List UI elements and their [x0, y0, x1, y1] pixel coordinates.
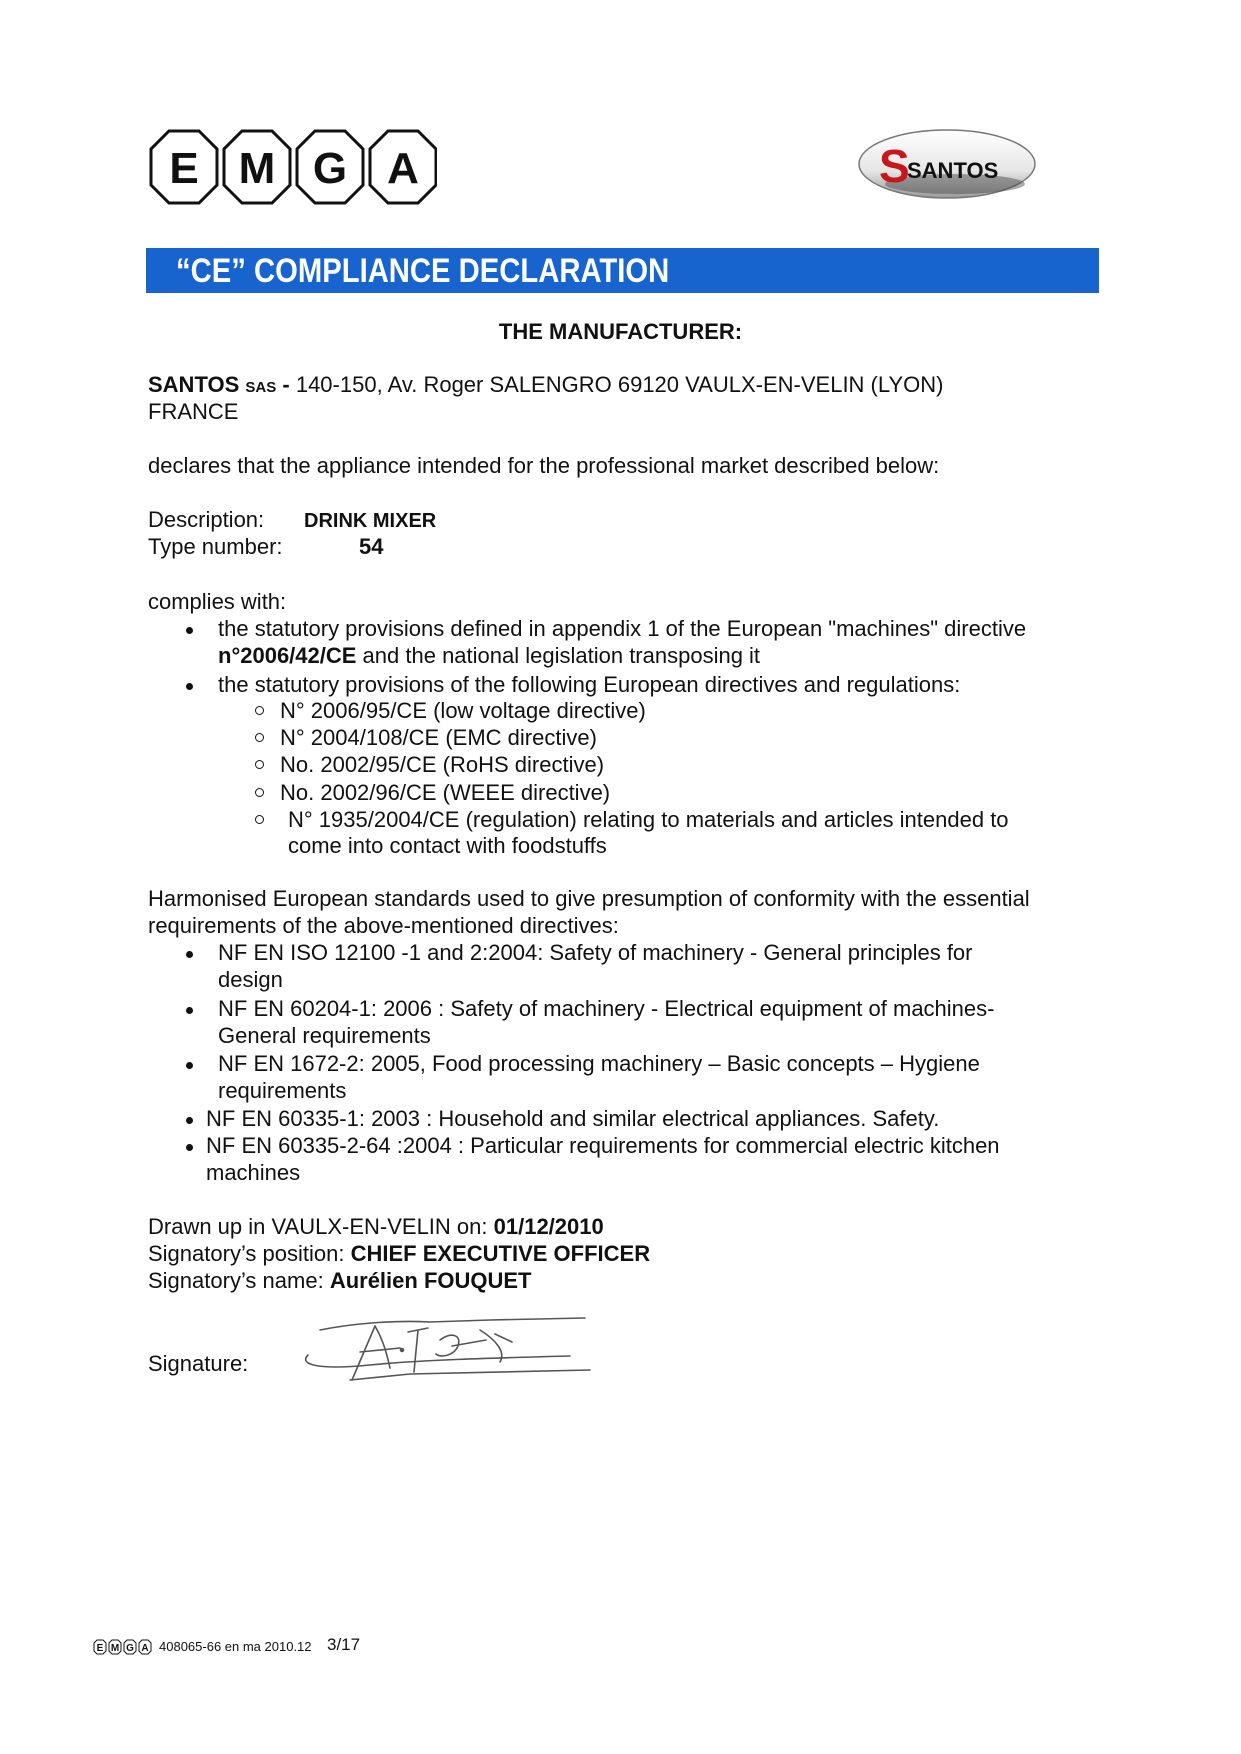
directive-item: N° 2004/108/CE (EMC directive) [280, 725, 597, 750]
emga-letter-m: M [238, 144, 276, 193]
standard-item: NF EN ISO 12100 -1 and 2:2004: Safety of machinery - General principles for [218, 940, 973, 965]
bullet-circle [255, 815, 264, 824]
bullet-circle [255, 733, 264, 742]
footer-emga-letter-a: A [141, 1643, 149, 1654]
standard-item-continuation: design [218, 967, 283, 992]
bullet-disc [186, 951, 193, 958]
manufacturer-line [148, 371, 944, 402]
signature-label: Signature: [148, 1351, 249, 1376]
standard-item: NF EN 60335-1: 2003 : Household and similar electrical appliances. Safety. [206, 1106, 940, 1131]
footer-page-number: 3/17 [327, 1635, 361, 1654]
description-value: DRINK MIXER [304, 510, 437, 532]
signatory-name-value: Aurélien FOUQUET [329, 1268, 532, 1293]
footer-emga-letter-g: G [126, 1643, 134, 1654]
manufacturer-separator: - [282, 372, 290, 397]
svg-text:S: S [879, 140, 910, 192]
declaration-text: declares that the appliance intended for the professional market described below: [148, 453, 940, 478]
manufacturer-heading: THE MANUFACTURER: [498, 319, 743, 344]
complies-intro: complies with: [148, 589, 287, 614]
emga-logo [147, 128, 437, 206]
drawn-up-date: 01/12/2010 [493, 1214, 604, 1239]
directive-item: N° 2006/95/CE (low voltage directive) [280, 698, 646, 723]
signatory-name-label: Signatory’s name: [148, 1268, 330, 1293]
directive-item-continuation: come into contact with foodstuffs [288, 833, 607, 858]
bullet-disc [186, 1062, 193, 1069]
title-bar [146, 248, 1099, 293]
standards-intro-line1: Harmonised European standards used to give presumption of conformity with the essential [148, 886, 1030, 911]
standard-item: NF EN 60204-1: 2006 : Safety of machinery - Electrical equipment of machines- [218, 996, 995, 1021]
standard-item-continuation: requirements [218, 1078, 347, 1103]
complies-bullet2: the statutory provisions of the following European directives and regulations: [218, 672, 961, 697]
signatory-position-label: Signatory’s position: [148, 1241, 351, 1266]
standard-item: NF EN 1672-2: 2005, Food processing machinery – Basic concepts – Hygiene [218, 1051, 980, 1076]
manufacturer-address: 140-150, Av. Roger SALENGRO 69120 VAULX-EN-VELIN (LYON) [295, 372, 944, 397]
signatory-name-line [148, 1267, 532, 1295]
page-title: “CE” COMPLIANCE DECLARATION [176, 252, 670, 290]
complies-bullet1-rest: and the national legislation transposing it [356, 643, 761, 668]
signatory-position-value: CHIEF EXECUTIVE OFFICER [350, 1241, 651, 1266]
type-label: Type number: [148, 534, 283, 559]
drawn-up-label: Drawn up in VAULX-EN-VELIN on: [148, 1214, 494, 1239]
emga-letter-g: G [312, 144, 348, 193]
bullet-circle [255, 760, 264, 769]
standard-item-continuation: General requirements [218, 1023, 431, 1048]
santos-logo-text: SANTOS [907, 158, 999, 183]
santos-logo [855, 124, 1039, 202]
standard-item-continuation: machines [206, 1160, 301, 1185]
signature-image [290, 1310, 610, 1385]
drawn-up-line [148, 1213, 604, 1241]
signatory-position-line [148, 1240, 650, 1268]
manufacturer-name: SANTOS [148, 372, 240, 397]
emga-letter-a: A [387, 144, 419, 193]
emga-letter-e: E [169, 144, 199, 193]
footer-emga-letter-m: M [110, 1643, 120, 1654]
footer-emga-letter-e: E [96, 1643, 104, 1654]
footer-reference: 408065-66 en ma 2010.12 [159, 1639, 312, 1654]
directive-item: N° 1935/2004/CE (regulation) relating to materials and articles intended to [288, 807, 1009, 832]
directive-item: No. 2002/96/CE (WEEE directive) [280, 780, 611, 805]
bullet-disc [186, 1007, 193, 1014]
manufacturer-suffix: SAS [245, 379, 277, 396]
standard-item: NF EN 60335-2-64 :2004 : Particular requirements for commercial electric kitchen [206, 1133, 1000, 1158]
standards-intro-line2: requirements of the above-mentioned directives: [148, 913, 619, 938]
complies-bullet1-line1: the statutory provisions defined in appendix 1 of the European "machines" directive [218, 616, 1027, 641]
description-label: Description: [148, 507, 265, 532]
manufacturer-country: FRANCE [148, 399, 239, 424]
footer-emga-logo [93, 1639, 153, 1655]
bullet-circle [255, 788, 264, 797]
bullet-circle [255, 706, 264, 715]
machines-directive-number: n°2006/42/CE [218, 643, 357, 668]
bullet-disc [186, 1144, 193, 1151]
type-value: 54 [359, 534, 384, 559]
directive-item: No. 2002/95/CE (RoHS directive) [280, 752, 605, 777]
complies-bullet1-line2 [218, 642, 760, 670]
bullet-disc [186, 627, 193, 634]
bullet-disc [186, 1117, 193, 1124]
bullet-disc [186, 683, 193, 690]
